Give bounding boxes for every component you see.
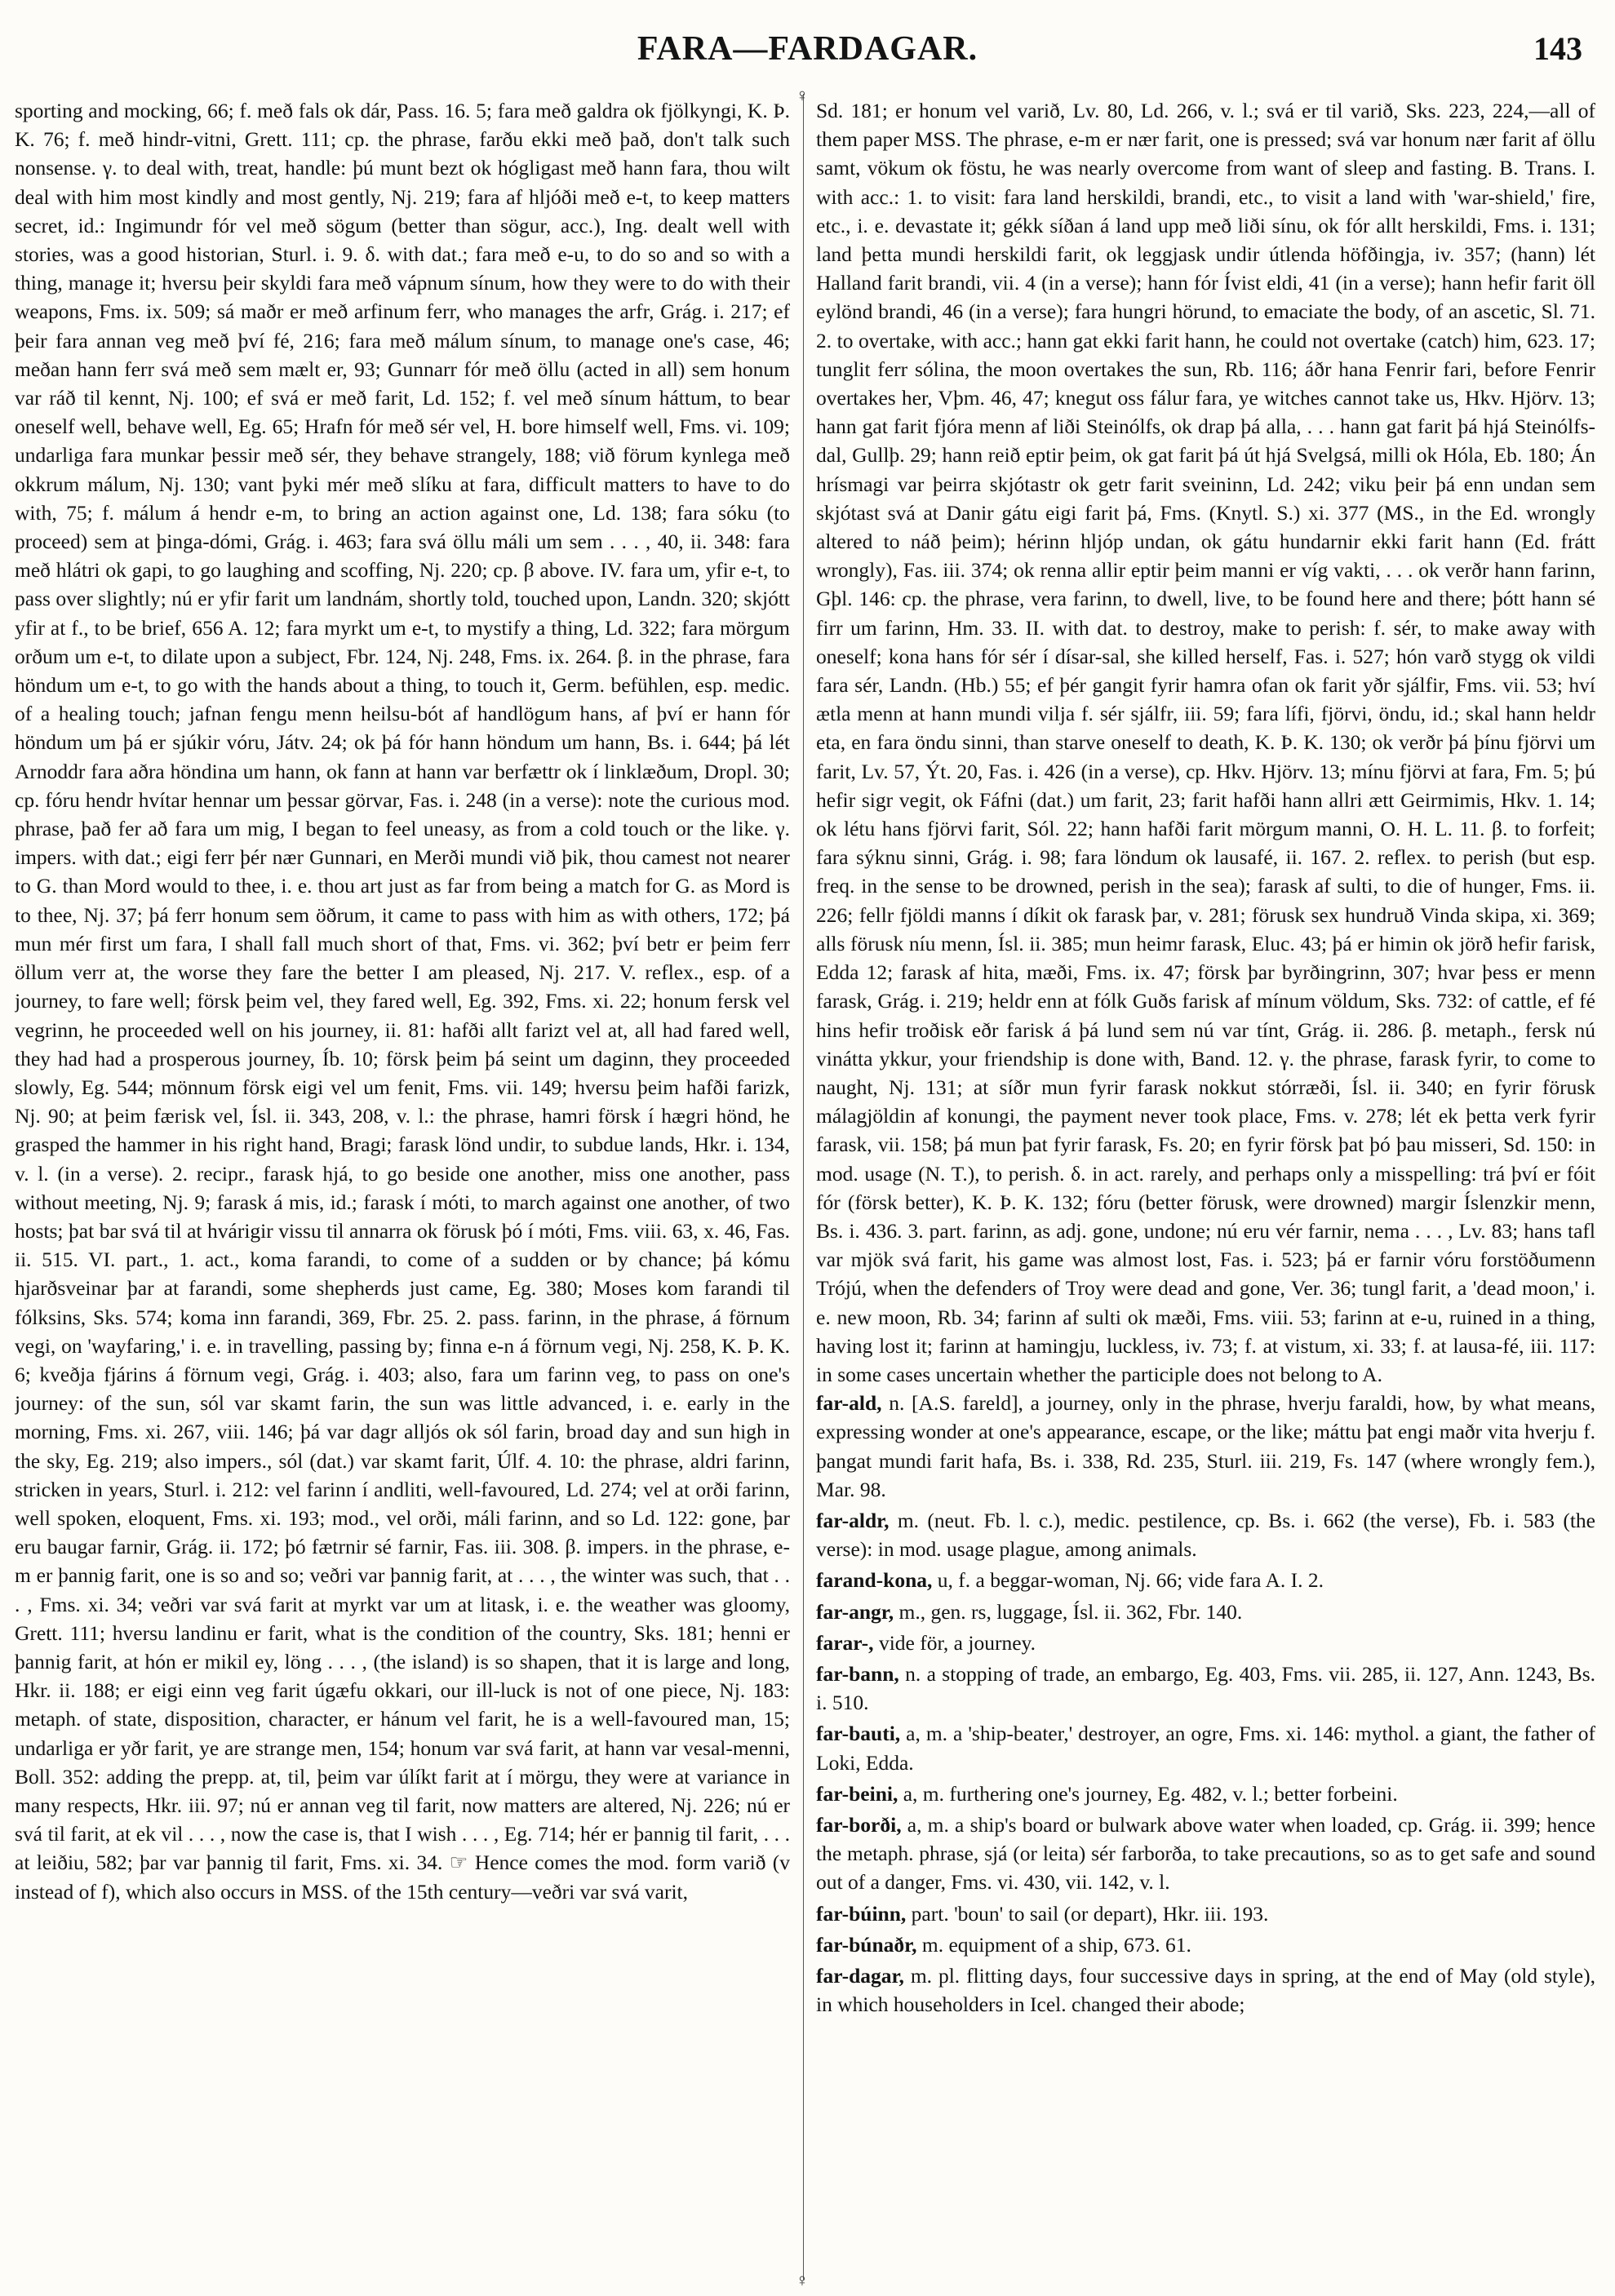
- dictionary-entry: [816, 1629, 1595, 1657]
- entry-headword: far-angr,: [816, 1599, 894, 1624]
- dictionary-entry: [816, 1598, 1595, 1626]
- dictionary-entry: [816, 1719, 1595, 1776]
- running-head: FARA—FARDAGAR.: [637, 30, 978, 68]
- entry-definition: m. pl. flitting days, four successive days in spring, at the end of May (old style), in which householders in Icel. changed their abode;: [816, 1964, 1595, 2017]
- entry-headword: far-búnaðr,: [816, 1932, 917, 1957]
- left-column: [15, 96, 790, 2276]
- dictionary-entry: [816, 1930, 1595, 1959]
- dictionary-entry: [816, 1506, 1595, 1563]
- entry-definition: m., gen. rs, luggage, Ísl. ii. 362, Fbr. 140.: [894, 1599, 1243, 1624]
- entry-headword: farar-,: [816, 1630, 874, 1655]
- entry-definition: n. a stopping of trade, an embargo, Eg. 403, Fms. vii. 285, ii. 127, Ann. 1243, Bs. i. 510.: [816, 1661, 1595, 1715]
- entry-headword: farand-kona,: [816, 1568, 933, 1593]
- dictionary-entry-list: [816, 1389, 1595, 2019]
- dictionary-entry: [816, 1389, 1595, 1504]
- dictionary-entry: [816, 1660, 1595, 1717]
- entry-definition: part. 'boun' to sail (or depart), Hkr. iii. 193.: [906, 1901, 1269, 1926]
- entry-headword: far-ald,: [816, 1391, 882, 1416]
- entry-headword: far-búinn,: [816, 1901, 907, 1926]
- entry-definition: u, f. a beggar-woman, Nj. 66; vide fara A. I. 2.: [932, 1568, 1324, 1593]
- dictionary-entry: [816, 1899, 1595, 1928]
- entry-headword: far-bann,: [816, 1661, 899, 1686]
- left-column-text: sporting and mocking, 66; f. með fals ok dár, Pass. 16. 5; fara með galdra ok fjölkyngi, K. Þ. K. 76; f. með hindr-vitni, Grett. 111; cp. the phrase, farðu ekki með það, don't talk such nonsense. γ. to deal with, treat, handle: þú munt bezt ok hógligast með hann fara, thou wilt deal with him most kindly and most gently, Nj. 219; fara af hljóði með e-t, to keep matters secret, id.: Ingimundr fór vel með sögum (better than sögur, acc.), Ing. dealt well with stories, was a good historian, Sturl. i. 9. δ. with dat.; fara með e-u, to do so and so with a thing, manage it; hversu þeir skyldi fara með vápnum sínum, how they were to do with their weapons, Fms. ix. 509; sá maðr er með arfinum ferr, who manages the arfr, Grág. i. 217; ef þeir fara annan veg með því fé, 216; fara með málum sínum, to manage one's case, 46; meðan hann ferr svá með sem mælt er, 93; Gunnarr fór með öllu (acted in all) sem honum var ráð til kennt, Nj. 100; ef svá er með farit, Ld. 152; f. vel með sínum háttum, to bear oneself well, behave well, Eg. 65; Hrafn fór með sér vel, H. bore himself well, Fms. vi. 109; undarliga fara munkar þessir með sér, they behave strangely, 188; við förum kynlega með okkrum málum, Nj. 130; vant þyki mér með slíku at fara, difficult matters to have to do with, 75; f. málum á hendr e-m, to bring an action against one, Ld. 138; fara sóku (to proceed) sem at þinga-dómi, Grág. i. 463; fara svá öllu máli um sem . . . , 40, ii. 348: fara með hlátri ok gapi, to go laughing and scoffing, Nj. 220; cp. β above. IV. fara um, yfir e-t, to pass over slightly; nú er yfir farit um landnám, shortly told, touched upon, Landn. 320; skjótt yfir at f., to be brief, 656 A. 12; fara myrkt um e-t, to mystify a thing, Ld. 322; fara mörgum orðum um e-t, to dilate upon a subject, Fbr. 124, Nj. 248, Fms. ix. 264. β. in the phrase, fara höndum um e-t, to go with the hands about a thing, to touch it, Germ. befühlen, esp. medic. of a healing touch; jafnan fengu menn heilsu-bót af handlögum hans, af því er hann fór höndum um þá er sjúkir vóru, Játv. 24; ok þá fór hann höndum um hann, Bs. i. 644; þá lét Arnoddr fara aðra höndina um hann, ok fann at hann var berfættr ok í linklæðum, Dropl. 30; cp. fóru hendr hvítar hennar um þessar görvar, Fas. i. 248 (in a verse): note the curious mod. phrase, það fer að fara um mig, I began to feel uneasy, as from a cold touch or the like. γ. impers. with dat.; eigi ferr þér nær Gunnari, en Merði mundi við þik, thou camest not nearer to G. than Mord would to thee, i. e. thou art just as far from being a match for G. as Mord is to thee, Nj. 37; þá ferr honum sem öðrum, it came to pass with him as with others, 172; þá mun mér first um fara, I shall fall much short of that, Fms. vi. 362; því betr er þeim ferr öllum verr at, the worse they fare the better I am pleased, Nj. 217. V. reflex., esp. of a journey, to fare well; försk þeim vel, they fared well, Eg. 392, Fms. xi. 22; honum fersk vel vegrinn, he proceeded well on his journey, ii. 81: hafði allt farizt vel at, all had fared well, they had had a prosperous journey, Íb. 10; försk þeim þá seint um daginn, they proceeded slowly, Eg. 544; mönnum försk eigi vel um fenit, Fms. vii. 149; hversu þeim hafði farizk, Nj. 90; at þeim færisk vel, Ísl. ii. 343, 208, v. l.: the phrase, hamri försk í hægri hönd, he grasped the hammer in his right hand, Bragi; farask lönd undir, to subdue lands, Hkr. i. 134, v. l. (in a verse). 2. recipr., farask hjá, to go beside one another, miss one another, pass without meeting, Nj. 9; farask á mis, id.; farask í móti, to march against one another, of two hosts; þat bar svá til at hvárigir vissu til annarra ok förusk þó í móti, Fms. viii. 63, x. 46, Fas. ii. 515. VI. part., 1. act., koma farandi, to come of a sudden or by chance; þá kómu hjarðsveinar þar at farandi, some shepherds just came, Eg. 380; Moses kom farandi til fólksins, Sks. 574; koma inn farandi, 369, Fbr. 25. 2. pass. farinn, in the phrase, á förnum vegi, on 'wayfaring,' i. e. in travelling, passing by; finna e-n á förnum vegi, Nj. 258, K. Þ. K. 6; kveðja fjárins á förnum vegi, Grág. i. 403; also, fara um farinn veg, to pass on one's journey: of the sun, sól var skamt farin, the sun was little advanced, i. e. early in the morning, Fms. xi. 267, viii. 146; þá var dagr alljós ok sól farin, broad day and sun high in the sky, Eg. 219; also impers., sól (dat.) var skamt farit, Úlf. 4. 10: the phrase, aldri farinn, stricken in years, Sturl. i. 212: vel farinn í andliti, well-favoured, Ld. 274; vel at orði farinn, well spoken, eloquent, Fms. xi. 193; mod., vel orði, máli farinn, and so Ld. 122: gone, þar eru baugar farnir, Grág. ii. 172; þó fætrnir sé farnir, Fas. iii. 308. β. impers. in the phrase, e-m er þannig farit, one is so and so; veðri var þannig farit, at . . . , the winter was such, that . . . , Fms. xi. 34; veðri var svá farit at myrkt var um at litask, i. e. the weather was gloomy, Grett. 111; hversu landinu er farit, what is the condition of the country, Sks. 181; henni er þannig farit, at hón er mikil ey, löng . . . , (the island) is so shapen, that it is large and long, Hkr. ii. 188; er eigi einn veg farit úgæfu okkari, our ill-luck is not of one piece, Nj. 183: metaph. of state, disposition, character, er hánum vel farit, he is a well-favoured man, 15; undarliga er yðr farit, ye are strange men, 154; honum var svá farit, at hann var vesal-menni, Boll. 352: adding the prepp. at, til, þeim var úlíkt farit at í mörgu, they were at variance in many respects, Hkr. iii. 97; nú er annan veg til farit, now matters are altered, Nj. 226; nú er svá til farit, at ek vil . . . , now the case is, that I wish . . . , Eg. 714; hér er þannig til farit, . . . at leiðiu, 582; þar var þannig til farit, Fms. xi. 34. ☞ Hence comes the mod. form varið (v instead of f), which also occurs in MSS. of the 15th century—veðri var svá varit,: [15, 99, 790, 1904]
- entry-definition: m. equipment of a ship, 673. 61.: [916, 1932, 1191, 1957]
- page-number: 143: [1533, 30, 1582, 67]
- column-rule-ornament-icon: ♀: [795, 85, 810, 105]
- entry-headword: far-beini,: [816, 1781, 898, 1806]
- dictionary-entry: [816, 1566, 1595, 1594]
- entry-headword: far-bauti,: [816, 1722, 901, 1746]
- dictionary-entry: [816, 1961, 1595, 2019]
- column-rule-ornament-icon: ♀: [795, 2270, 810, 2290]
- right-column-text: Sd. 181; er honum vel varið, Lv. 80, Ld. 266, v. l.; svá er til varið, Sks. 223, 224,—all of them paper MSS. The phrase, e-m er nær farit, one is pressed; svá var honum nær farit af öllu samt, vökum ok föstu, he was nearly overcome from want of sleep and fasting. B. Trans. I. with acc.: 1. to visit: fara land herskildi, brandi, etc., to visit a land with 'war-shield,' fire, etc., i. e. devastate it; gékk síðan á land upp með liði sínu, ok fór allt herskildi, Fms. i. 131; land þetta mundi herskildi farit, ok leggjask undir útlenda höfðingja, iv. 357; (hann) lét Halland farit brandi, vii. 4 (in a verse); hann fór Ívist eldi, 41 (in a verse); hann hefir farit öll eylönd brandi, 46 (in a verse); fara hungri hörund, to emaciate the body, of an ascetic, Sl. 71. 2. to overtake, with acc.; hann gat ekki farit hann, he could not overtake (catch) him, 623. 17; tunglit ferr sólina, the moon overtakes the sun, Rb. 116; áðr hana Fenrir fari, before Fenrir overtakes her, Vþm. 46, 47; knegut oss fálur fara, ye witches cannot take us, Hkv. Hjörv. 13; hann gat farit fjóra menn af liði Steinólfs, ok drap þá alla, . . . hann gat farit þá hjá Steinólfs-dal, Gullþ. 29; hann reið eptir þeim, ok gat farit þá út hjá Svelgsá, milli ok Hóla, Eb. 180; Án hrísmagi var þeirra skjótastr ok getr farit sveininn, Ld. 242; viku þeir þá enn undan sem skjótast svá at Danir gátu eigi farit þá, Fms. (Knytl. S.) xi. 377 (MS., in the Ed. wrongly altered to náð þeim); hérinn hljóp undan, ok gátu hundarnir ekki farit hann (Ed. frátt wrongly), Fas. iii. 374; ok renna allir eptir þeim manni er víg vakti, . . . ok verðr hann farinn, Gþl. 146: cp. the phrase, vera farinn, to dwell, live, to be found here and there; þótt hann sé firr um farinn, Hm. 33. II. with dat. to destroy, make to perish: f. sér, to make away with oneself; kona hans fór sér í dísar-sal, she killed herself, Fas. i. 527; hón varð stygg ok vildi fara sér, Landn. (Hb.) 55; ef þér gangit fyrir hamra ofan ok farit yðr sjálfir, Fms. vii. 53; hví ætla menn at hann mundi vilja f. sér sjálfr, iii. 59; fara lífi, fjörvi, öndu, id.; skal hann heldr eta, en fara öndu sinni, than starve oneself to death, K. Þ. K. 130; ok verðr þá þínu fjörvi um farit, Lv. 57, Ýt. 20, Fas. i. 426 (in a verse), cp. Hkv. Hjörv. 13; mínu fjörvi at fara, Fm. 5; þú hefir sigr vegit, ok Fáfni (dat.) um farit, 23; farit hafði hann allri ætt Geirmimis, Hkv. 1. 14; ok létu hans fjörvi farit, Sól. 22; hann hafði farit mörgum manni, O. H. L. 11. β. to forfeit; fara sýknu sinni, Grág. i. 98; fara löndum ok lausafé, ii. 167. 2. reflex. to perish (but esp. freq. in the sense to be drowned, perish in the sea); farask af sulti, to die of hunger, Fms. ii. 226; fellr fjöldi manns í díkit ok farask þar, v. 281; förusk sex hundruð Vinda skipa, xi. 369; alls förusk níu menn, Ísl. ii. 385; mun heimr farask, Eluc. 43; þá er himin ok jörð hefir farisk, Edda 12; farask af hita, mæði, Fms. ix. 47; försk þar byrðingrinn, 307; hvar þess er menn farask, Grág. i. 219; heldr enn at fólk Guðs farisk af mínum völdum, Sks. 732: of cattle, ef fé hins hefir troðisk eðr farisk á þá lund sem nú var tínt, Grág. ii. 286. β. metaph., fersk nú vinátta ykkur, your friendship is done with, Band. 12. γ. the phrase, farask fyrir, to come to naught, Nj. 131; at síðr mun fyrir farask nokkut stórræði, Ísl. ii. 340; en fyrir förusk málagjöldin af konungi, the payment never took place, Fms. v. 278; lét ek þetta verk fyrir farask, vii. 158; þá mun þat fyrir farask, Fs. 20; en fyrir försk þat þó þau misseri, Sd. 150: in mod. usage (N. T.), to perish. δ. in act. rarely, and perhaps only a misspelling: trá því er fóit fór (försk better), K. Þ. K. 132; fóru (better förusk, were drowned) margir Íslenzkir menn, Bs. i. 436. 3. part. farinn, as adj. gone, undone; nú eru vér farnir, nema . . . , Lv. 83; hans tafl var mjök svá farit, his game was almost lost, Fas. i. 523; þá er farnir vóru forstöðumenn Trójú, when the defenders of Troy were dead and gone, Ver. 36; tungl farit, a 'dead moon,' i. e. new moon, Rb. 34; farinn af sulti ok mæði, Fms. viii. 53; farinn at e-u, ruined in a thing, having lost it; farinn at hamingju, luckless, iv. 73; f. at vistum, xi. 33; f. at lausa-fé, iii. 117: in some cases uncertain whether the participle does not belong to A.: [816, 99, 1595, 1386]
- entry-headword: far-dagar,: [816, 1964, 904, 1988]
- entry-definition: a, m. furthering one's journey, Eg. 482, v. l.; better forbeini.: [898, 1781, 1398, 1806]
- column-rule: [803, 94, 804, 2280]
- entry-definition: a, m. a ship's board or bulwark above water when loaded, cp. Grág. ii. 399; hence the metaph. phrase, sjá (or leita) sér farborða, to take precautions, so as to get safe and sound out of a danger, Fms. vi. 430, vii. 142, v. l.: [816, 1812, 1595, 1895]
- entry-definition: a, m. a 'ship-beater,' destroyer, an ogre, Fms. xi. 146: mythol. a giant, the father of Loki, Edda.: [816, 1722, 1595, 1775]
- entry-definition: vide för, a journey.: [873, 1630, 1036, 1655]
- entry-headword: far-aldr,: [816, 1508, 890, 1532]
- page-header: [0, 23, 1615, 72]
- dictionary-entry: [816, 1780, 1595, 1808]
- entry-definition: n. [A.S. fareld], a journey, only in the phrase, hverju faraldi, how, by what means, expressing wonder at one's appearance, escape, or the like; máttu þat engi maðr vita hverju f. þangat mundi farit hafa, Bs. i. 338, Rd. 235, Sturl. iii. 219, Fs. 147 (where wrongly fem.), Mar. 98.: [816, 1391, 1595, 1501]
- right-column: [816, 96, 1595, 2276]
- entry-headword: far-borði,: [816, 1812, 902, 1837]
- dictionary-entry: [816, 1811, 1595, 1897]
- entry-definition: m. (neut. Fb. l. c.), medic. pestilence, cp. Bs. i. 662 (the verse), Fb. i. 583 (the verse): in mod. usage plague, among animals.: [816, 1508, 1595, 1562]
